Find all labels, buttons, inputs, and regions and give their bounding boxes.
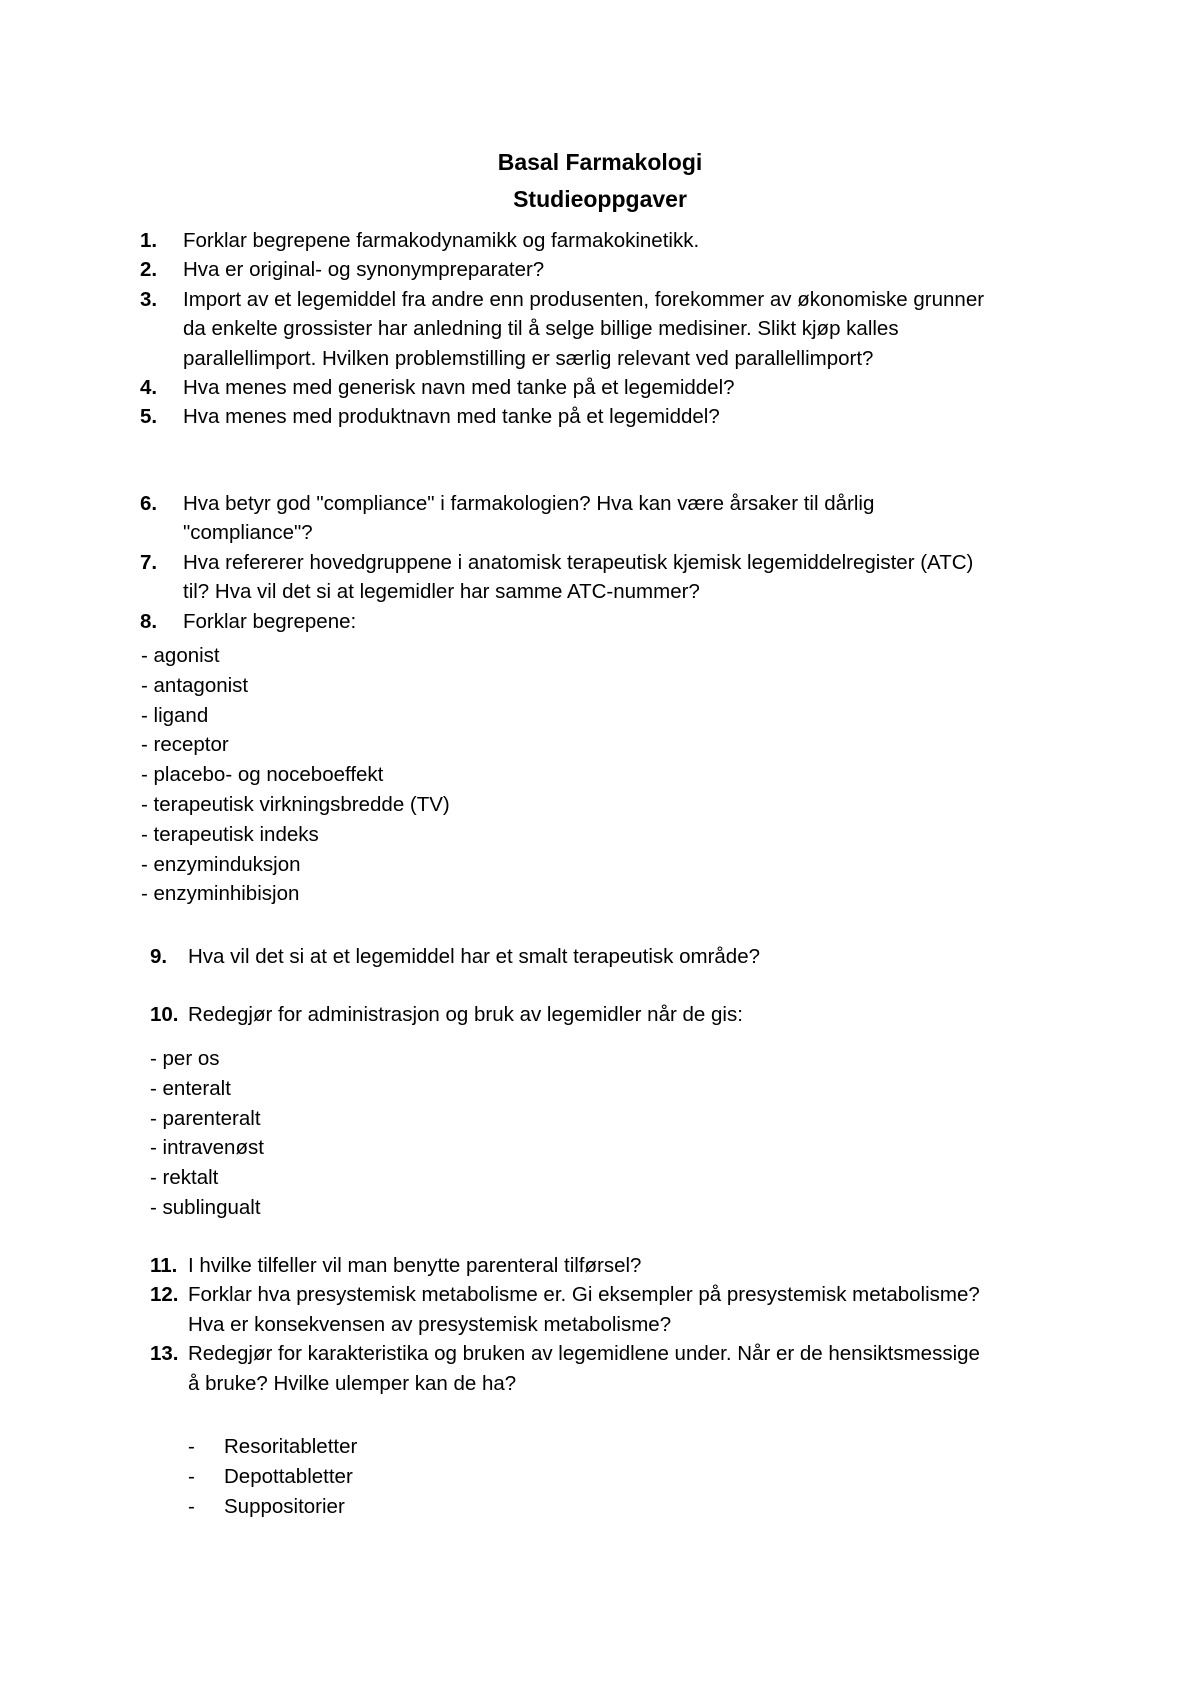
list-item: - parenteralt	[150, 1106, 261, 1130]
list-item: - terapeutisk indeks	[141, 822, 319, 846]
question-number: 3.	[140, 287, 158, 311]
bullet-marker: -	[188, 1494, 195, 1518]
question-number: 8.	[140, 609, 158, 633]
question-text-line: Hva refererer hovedgruppene i anatomisk terapeutisk kjemisk legemiddelregister (ATC)	[183, 550, 974, 574]
list-item: Depottabletter	[224, 1464, 353, 1488]
question-text-line: Hva menes med generisk navn med tanke på et legemiddel?	[183, 376, 735, 399]
question-text-line: Import av et legemiddel fra andre enn produsenten, forekommer av økonomiske grunner	[183, 287, 985, 311]
question-text-line: Forklar begrepene:	[183, 609, 357, 633]
list-item: - rektalt	[150, 1166, 219, 1190]
question-text-line: Hva er original- og synonympreparater?	[183, 258, 545, 282]
list-item: - placebo- og noceboeffekt	[141, 763, 384, 787]
question-number: 10.	[150, 1003, 179, 1026]
document-subtitle: Studieoppgaver	[513, 186, 687, 212]
list-item: - enzyminduksjon	[141, 852, 301, 876]
question-text-line: å bruke? Hvilke ulemper kan de ha?	[188, 1371, 517, 1395]
question-text: Redegjør for administrasjon og bruk av legemidler når de gis:	[188, 1003, 743, 1026]
question-text-line: Redegjør for karakteristika og bruken av legemidlene under. Når er de hensiktsmessige	[188, 1342, 980, 1366]
question-number: 13.	[150, 1342, 179, 1366]
question-number: 11.	[150, 1254, 178, 1277]
list-item: - agonist	[141, 644, 220, 667]
list-item: - enzyminhibisjon	[141, 882, 300, 906]
question-text-line: parallellimport. Hvilken problemstilling er særlig relevant ved parallellimport?	[183, 346, 874, 370]
list-item: Resoritabletter	[224, 1435, 358, 1458]
question-text-line: I hvilke tilfeller vil man benytte parenteral tilførsel?	[188, 1254, 642, 1277]
list-item: Suppositorier	[224, 1494, 345, 1518]
question-text-line: Hva betyr god "compliance" i farmakologien? Hva kan være årsaker til dårlig	[183, 492, 875, 515]
bullet-marker: -	[188, 1464, 195, 1488]
list-item: - receptor	[141, 733, 229, 757]
question-text-line: da enkelte grossister har anledning til å selge billige medisiner. Slikt kjøp kalles	[183, 317, 899, 341]
list-item: - ligand	[141, 703, 209, 727]
list-item: - sublingualt	[150, 1196, 261, 1219]
bullet-marker: -	[188, 1435, 195, 1458]
question-text-line: Forklar begrepene farmakodynamikk og farmakokinetikk.	[183, 229, 700, 252]
question-text-line: Hva menes med produktnavn med tanke på et legemiddel?	[183, 405, 720, 429]
list-item: - terapeutisk virkningsbredde (TV)	[141, 793, 450, 816]
list-item: - enteralt	[150, 1076, 231, 1100]
question-text-line: Hva er konsekvensen av presystemisk metabolisme?	[188, 1312, 672, 1336]
list-item: - intravenøst	[150, 1136, 264, 1160]
question-number: 12.	[150, 1283, 179, 1307]
question-number: 1.	[140, 229, 158, 252]
list-item: - per os	[150, 1047, 220, 1070]
question-number: 4.	[140, 376, 158, 399]
question-number: 2.	[140, 258, 158, 282]
question-text-line: til? Hva vil det si at legemidler har samme ATC-nummer?	[183, 580, 700, 604]
question-text: Hva vil det si at et legemiddel har et smalt terapeutisk område?	[188, 945, 760, 968]
question-number: 5.	[140, 405, 158, 429]
question-text-line: "compliance"?	[183, 521, 313, 545]
document-title: Basal Farmakologi	[497, 149, 703, 175]
question-text-line: Forklar hva presystemisk metabolisme er. Gi eksempler på presystemisk metabolisme?	[188, 1283, 980, 1307]
question-number: 6.	[140, 492, 158, 515]
question-number: 9.	[150, 945, 168, 968]
question-number: 7.	[140, 550, 158, 574]
list-item: - antagonist	[141, 673, 249, 697]
